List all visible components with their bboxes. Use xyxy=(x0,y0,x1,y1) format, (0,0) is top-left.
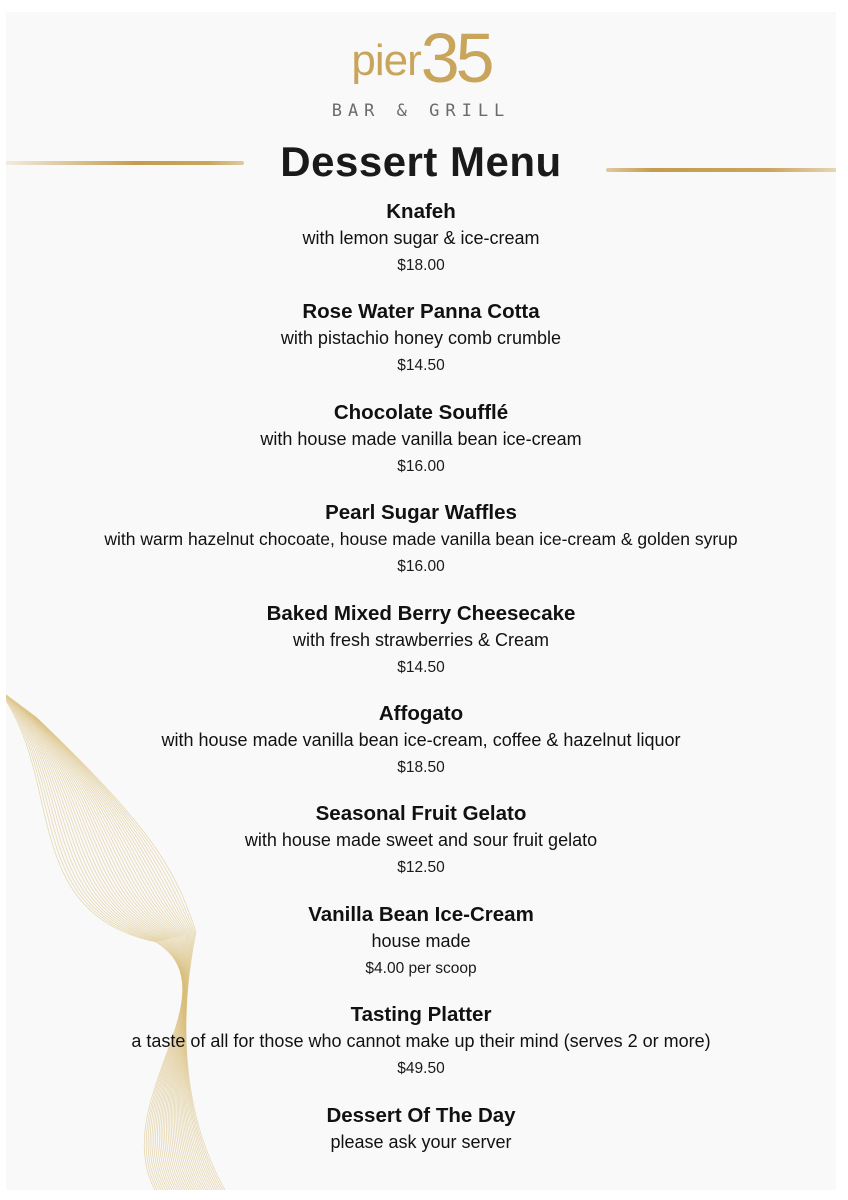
item-price xyxy=(6,1156,836,1183)
menu-item xyxy=(6,399,836,499)
brand-name-word: pier xyxy=(351,36,421,85)
item-description: with fresh strawberries & Cream xyxy=(292,629,550,650)
item-name: Seasonal Fruit Gelato xyxy=(315,802,527,826)
menu-item xyxy=(6,901,836,1001)
item-price: $18.00 xyxy=(397,257,445,274)
dessert-list xyxy=(6,198,836,1190)
brand-wordmark xyxy=(351,19,491,97)
item-price: $14.50 xyxy=(397,658,445,676)
item-price: $4.00 per scoop xyxy=(365,959,477,977)
item-name: Vanilla Bean Ice-Cream xyxy=(308,902,534,926)
title-row xyxy=(6,138,836,198)
brand-logo xyxy=(6,19,836,121)
item-name: Tasting Platter xyxy=(350,1003,492,1027)
item-name: Knafeh xyxy=(386,200,456,223)
item-price: $14.50 xyxy=(397,357,445,375)
item-description: house made xyxy=(371,930,471,951)
item-description: with lemon sugar & ice-cream xyxy=(302,228,540,248)
item-description: with house made sweet and sour fruit gelato xyxy=(244,830,598,851)
item-description: a taste of all for those who cannot make up their mind (serves 2 or more) xyxy=(131,1031,711,1052)
item-price: $18.50 xyxy=(397,758,445,776)
menu-item xyxy=(6,600,836,700)
item-price: $49.50 xyxy=(397,1060,445,1078)
menu-item xyxy=(6,800,836,900)
item-description: with house made vanilla bean ice-cream, coffee & hazelnut liquor xyxy=(161,729,681,750)
item-description: with pistachio honey comb crumble xyxy=(280,328,562,349)
item-name: Rose Water Panna Cotta xyxy=(302,300,540,324)
menu-item xyxy=(6,1001,836,1101)
item-name: Affogato xyxy=(378,701,464,725)
brand-tagline: BAR & GRILL xyxy=(331,101,511,121)
menu-item xyxy=(6,298,836,398)
item-description: with house made vanilla bean ice-cream xyxy=(260,428,582,449)
page-title: Dessert Menu xyxy=(280,138,562,185)
item-name: Pearl Sugar Waffles xyxy=(325,501,517,525)
item-name: Chocolate Soufflé xyxy=(333,400,509,424)
menu-item xyxy=(6,700,836,800)
item-price: $16.00 xyxy=(397,457,445,475)
menu-item xyxy=(6,499,836,599)
brand-name-number: 35 xyxy=(420,19,491,97)
item-name: Dessert Of The Day xyxy=(326,1103,516,1127)
item-price: $16.00 xyxy=(397,558,445,576)
menu-item xyxy=(6,1102,836,1190)
menu-item xyxy=(6,198,836,298)
item-name: Baked Mixed Berry Cheesecake xyxy=(266,601,576,625)
item-price: $12.50 xyxy=(397,859,445,877)
item-description: please ask your server xyxy=(330,1131,512,1152)
item-description: with warm hazelnut chocoate, house made vanilla bean ice-cream & golden syrup xyxy=(104,529,738,550)
menu-page xyxy=(6,12,836,1190)
